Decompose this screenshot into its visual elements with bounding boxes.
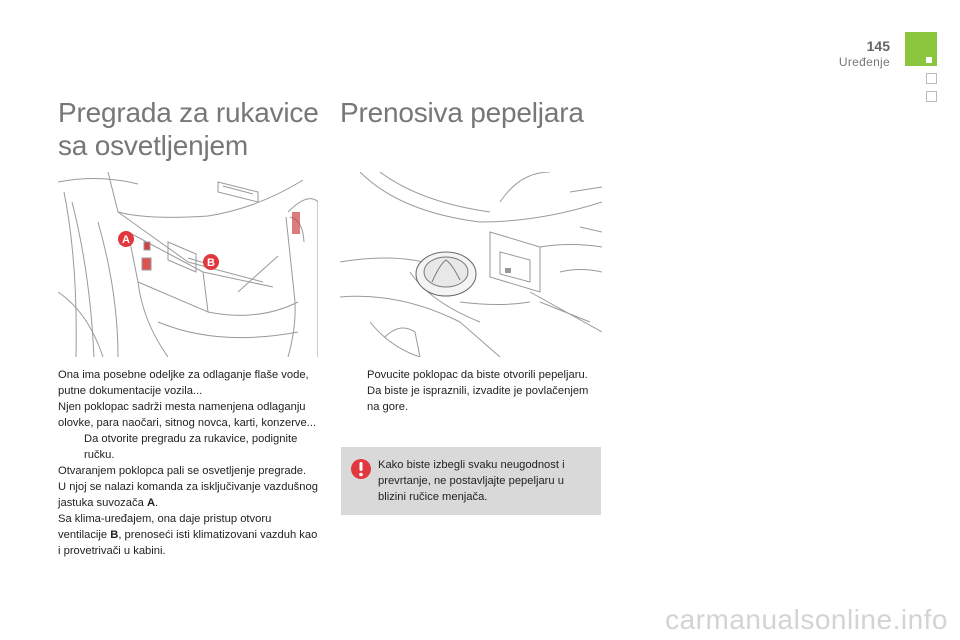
ashtray-bullet-empty-text: Da biste je ispraznili, izvadite je povlačenjem na gore. — [367, 385, 589, 413]
glovebox-bullet-open-text: Da otvorite pregradu za rukavice, podignite ručku. — [84, 433, 298, 461]
glovebox-bullet-open — [58, 431, 320, 463]
ashtray-bullet-empty — [341, 383, 603, 415]
airbag-ref-a: A — [146, 497, 156, 509]
warning-callout — [341, 447, 601, 515]
watermark: carmanualsonline.info — [665, 604, 948, 635]
tab-marker — [926, 57, 932, 63]
page-number: 145 — [866, 38, 890, 54]
warning-icon — [350, 458, 372, 480]
section-tab-active — [905, 32, 937, 66]
glovebox-para-ventilation — [58, 511, 320, 559]
ashtray-drawing — [340, 172, 602, 357]
ashtray-illustration — [340, 172, 602, 357]
ashtray-text — [341, 367, 603, 415]
glovebox-para-airbag-text: U njoj se nalazi komanda za isključivanje vazdušnog jastuka suvozača — [58, 481, 318, 509]
glovebox-para-lid: Njen poklopac sadrži mesta namenjena odlaganju olovke, para naočari, sitnog novca, karti, konzerve... — [58, 401, 317, 429]
section-label: Uređenje — [838, 55, 890, 69]
ashtray-bullet-open — [341, 367, 603, 383]
glovebox-para-airbag-end: . — [155, 497, 159, 509]
glovebox-para-airbag — [58, 479, 320, 511]
ashtray-bullet-open-text: Povucite poklopac da biste otvorili pepeljaru. — [367, 369, 588, 381]
ashtray-heading: Prenosiva pepeljara — [340, 97, 584, 128]
glovebox-illustration — [58, 172, 318, 357]
section-tab-inactive — [926, 73, 937, 84]
glovebox-para-light: Otvaranjem poklopca pali se osvetljenje pregrade. — [58, 465, 307, 477]
section-tab-inactive — [926, 91, 937, 102]
glovebox-heading — [58, 96, 319, 162]
glovebox-para-compartments: Ona ima posebne odeljke za odlaganje flaše vode, putne dokumentacije vozila... — [58, 369, 309, 397]
vent-ref-b: B — [110, 529, 119, 541]
glovebox-drawing — [58, 172, 318, 357]
glovebox-text — [58, 367, 320, 559]
glovebox-para-ventilation-end: , prenoseći isti klimatizovani vazduh kao i provetrivači u kabini. — [58, 529, 318, 557]
glovebox-heading-line2: sa osvetljenjem — [58, 130, 248, 161]
callout-a-label: A — [122, 234, 130, 246]
glovebox-para-ventilation-start: Sa klima-uređajem, ona daje pristup otvoru ventilacije — [58, 513, 272, 541]
callout-b-label: B — [207, 257, 215, 269]
glovebox-heading-line1: Pregrada za rukavice — [58, 97, 319, 128]
warning-text: Kako biste izbegli svaku neugodnost i prevrtanje, ne postavljajte pepeljaru u blizini ručice menjača. — [378, 459, 565, 503]
